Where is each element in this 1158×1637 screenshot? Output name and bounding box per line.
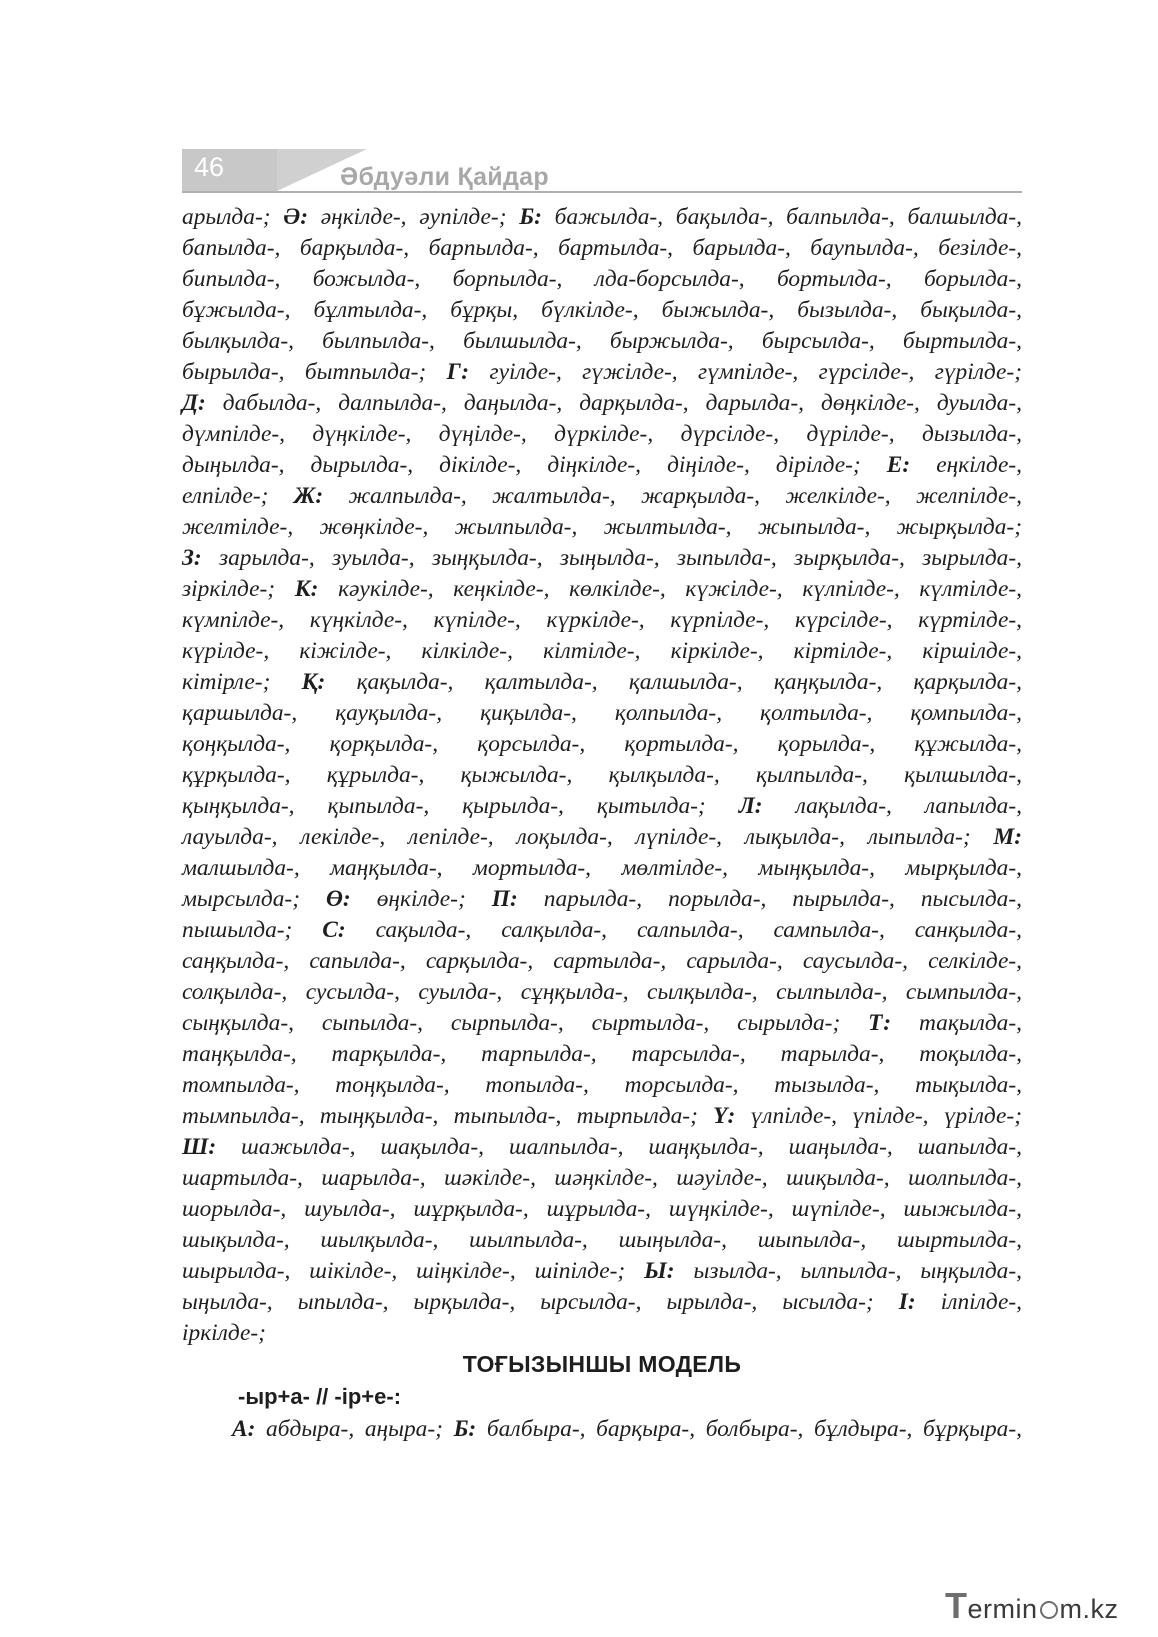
body-line: мырсылда-; Ө: өңкілде-; П: парылда-, порылда-, пырылда-, пысылда-, (182, 886, 1022, 912)
body-line: кітірле-; Қ: қақылда-, қалтылда-, қалшылда-, қаңқылда-, қарқылда-, (182, 669, 1022, 695)
body-line: құрқылда-, құрылда-, қыжылда-, қылқылда-, қылпылда-, қылшылда-, (182, 762, 1022, 788)
body-line: дүмпілде-, дүңкілде-, дүңілде-, дүркілде-, дүрсілде-, дүрілде-, дызылда-, (182, 421, 1022, 447)
body-line: Ш: шажылда-, шақылда-, шалпылда-, шаңқылда-, шаңылда-, шапылда-, (182, 1134, 1022, 1160)
body-line: сыңқылда-, сыпылда-, сырпылда-, сыртылда-, сырылда-; Т: тақылда-, (182, 1010, 1022, 1036)
body-line: шықылда-, шылқылда-, шылпылда-, шыңылда-, шыпылда-, шыртылда-, (182, 1227, 1022, 1253)
body-line: шорылда-, шуылда-, шұрқылда-, шұрылда-, шүңкілде-, шүпілде-, шыжылда-, (182, 1196, 1022, 1222)
letter-heading: К: (294, 576, 319, 602)
model-first-line: А: абдыра-, аңыра-; Б: балбыра-, барқыра-, болбыра-, бұлдыра-, бұрқыра-, (232, 1416, 1022, 1442)
body-line: шартылда-, шарылда-, шәкілде-, шәңкілде-, шәуілде-, шиқылда-, шолпылда-, (182, 1165, 1022, 1191)
body-line: тымпылда-, тыңқылда-, тыпылда-, тырпылда-; Ү: үлпілде-, үпілде-, үрілде-; (182, 1103, 1022, 1129)
body-line: бипылда-, божылда-, борпылда-, лда-борсылда-, бортылда-, борылда-, (182, 266, 1022, 292)
body-line: бырылда-, бытпылда-; Г: гуілде-, гүжілде-, гүмпілде-, гүрсілде-, гүрілде-; (182, 359, 1023, 385)
letter-heading: Д: (182, 390, 206, 416)
body-line: желтілде-, жөңкілде-, жылпылда-, жылтылда-, жыпылда-, жырқылда-; (182, 514, 1022, 540)
body-line: шырылда-, шікілде-, шіңкілде-, шіпілде-; Ы: ызылда-, ылпылда-, ыңқылда-, (182, 1258, 1022, 1284)
letter-heading: Л: (738, 793, 763, 819)
letter-heading: Б: (519, 204, 542, 230)
letter-heading: С: (322, 917, 346, 943)
body-line: солқылда-, сусылда-, суылда-, сұңқылда-, сылқылда-, сылпылда-, сымпылда-, (182, 979, 1022, 1005)
letter-heading: Е: (886, 452, 911, 478)
letter-heading: Ш: (182, 1134, 217, 1160)
body-line: малшылда-, маңқылда-, мортылда-, мөлтілде-, мыңқылда-, мырқылда-, (182, 855, 1022, 881)
body-line: зіркілде-; К: кәукілде-, кеңкілде-, көлкілде-, күжілде-, күлпілде-, күлтілде-, (182, 576, 1022, 602)
letter-heading: Т: (868, 1010, 892, 1036)
letter-heading: Қ: (301, 669, 326, 695)
watermark-text-start: ermin (967, 1594, 1038, 1624)
letter-heading: А: (232, 1416, 256, 1442)
body-line: күмпілде-, күңкілде-, күпілде-, күркілде-, күрпілде-, күрсілде-, күртілде-, (182, 607, 1022, 633)
letter-heading: Ү: (713, 1103, 736, 1129)
letter-heading: Б: (453, 1416, 477, 1442)
body-line: бұжылда-, бұлтылда-, бұрқы, бүлкілде-, быжылда-, бызылда-, бықылда-, (182, 297, 1022, 323)
body-line: қоңқылда-, қорқылда-, қорсылда-, қортылда-, қорылда-, құжылда-, (182, 731, 1022, 757)
letter-heading: Ж: (293, 483, 324, 509)
body-line: лауылда-, лекілде-, лепілде-, лоқылда-, лүпілде-, лықылда-, лыпылда-; М: (182, 824, 1022, 850)
watermark-initial: T (945, 1585, 968, 1626)
body-line: саңқылда-, сапылда-, сарқылда-, сартылда-, сарылда-, саусылда-, селкілде-, (182, 948, 1022, 974)
body-line: Д: дабылда-, далпылда-, даңылда-, дарқылда-, дарылда-, дөңкілде-, дуылда-, (182, 390, 1022, 416)
body-line: томпылда-, тоңқылда-, топылда-, торсылда-, тызылда-, тықылда-, (182, 1072, 1022, 1098)
letter-heading: П: (491, 886, 518, 912)
letter-heading: І: (898, 1289, 916, 1315)
body-line: З: зарылда-, зуылда-, зыңқылда-, зыңылда-, зыпылда-, зырқылда-, зырылда-, (182, 545, 1022, 571)
body-line: қаршылда-, қауқылда-, қиқылда-, қолпылда-, қолтылда-, қомпылда-, (182, 700, 1022, 726)
header-rule (182, 191, 1022, 193)
section-title: ТОҒЫЗЫНШЫ МОДЕЛЬ (462, 1351, 742, 1377)
page-header (182, 149, 1022, 195)
watermark-text-end: m.kz (1059, 1594, 1119, 1624)
model-formula: -ыр+а- // -ір+е-: (238, 1384, 402, 1409)
body-line: пышылда-; С: сақылда-, салқылда-, салпылда-, сампылда-, санқылда-, (182, 917, 1022, 943)
magnifier-icon (1040, 1601, 1058, 1619)
body-paragraph (182, 202, 1022, 1349)
body-line: былқылда-, былпылда-, былшылда-, быржылда-, бырсылда-, быртылда-, (182, 328, 1022, 354)
letter-heading: Г: (446, 359, 470, 385)
letter-heading: Ә: (283, 204, 308, 230)
running-head-author: Әбдуәли Қайдар (340, 163, 549, 191)
body-line: арылда-; Ә: әңкілде-, әупілде-; Б: бажылда-, бақылда-, балпылда-, балшылда-, (182, 204, 1022, 230)
letter-heading: Ы: (644, 1258, 675, 1284)
body-line: іркілде-; (182, 1320, 266, 1346)
body-line: бапылда-, барқылда-, барпылда-, бартылда-, барылда-, баупылда-, безілде-, (182, 235, 1022, 261)
body-line: қыңқылда-, қыпылда-, қырылда-, қытылда-; Л: лақылда-, лапылда-, (182, 793, 1022, 819)
letter-heading: Ө: (326, 886, 351, 912)
letter-heading: З: (182, 545, 202, 571)
body-line: дыңылда-, дырылда-, дікілде-, діңкілде-, діңілде-, дірілде-; Е: еңкілде-, (182, 452, 1022, 478)
page-number: 46 (194, 152, 225, 182)
termincom-watermark-logo (945, 1585, 1119, 1625)
letter-heading: М: (993, 824, 1022, 850)
body-line: ыңылда-, ыпылда-, ырқылда-, ырсылда-, ырылда-, ысылда-; І: ілпілде-, (182, 1289, 1022, 1315)
body-line: елпілде-; Ж: жалпылда-, жалтылда-, жарқылда-, желкілде-, желпілде-, (182, 483, 1022, 509)
body-line: таңқылда-, тарқылда-, тарпылда-, тарсылда-, тарылда-, тоқылда-, (182, 1041, 1022, 1067)
body-line: күрілде-, кіжілде-, кілкілде-, кілтілде-, кіркілде-, кіртілде-, кіршілде-, (182, 638, 1022, 664)
